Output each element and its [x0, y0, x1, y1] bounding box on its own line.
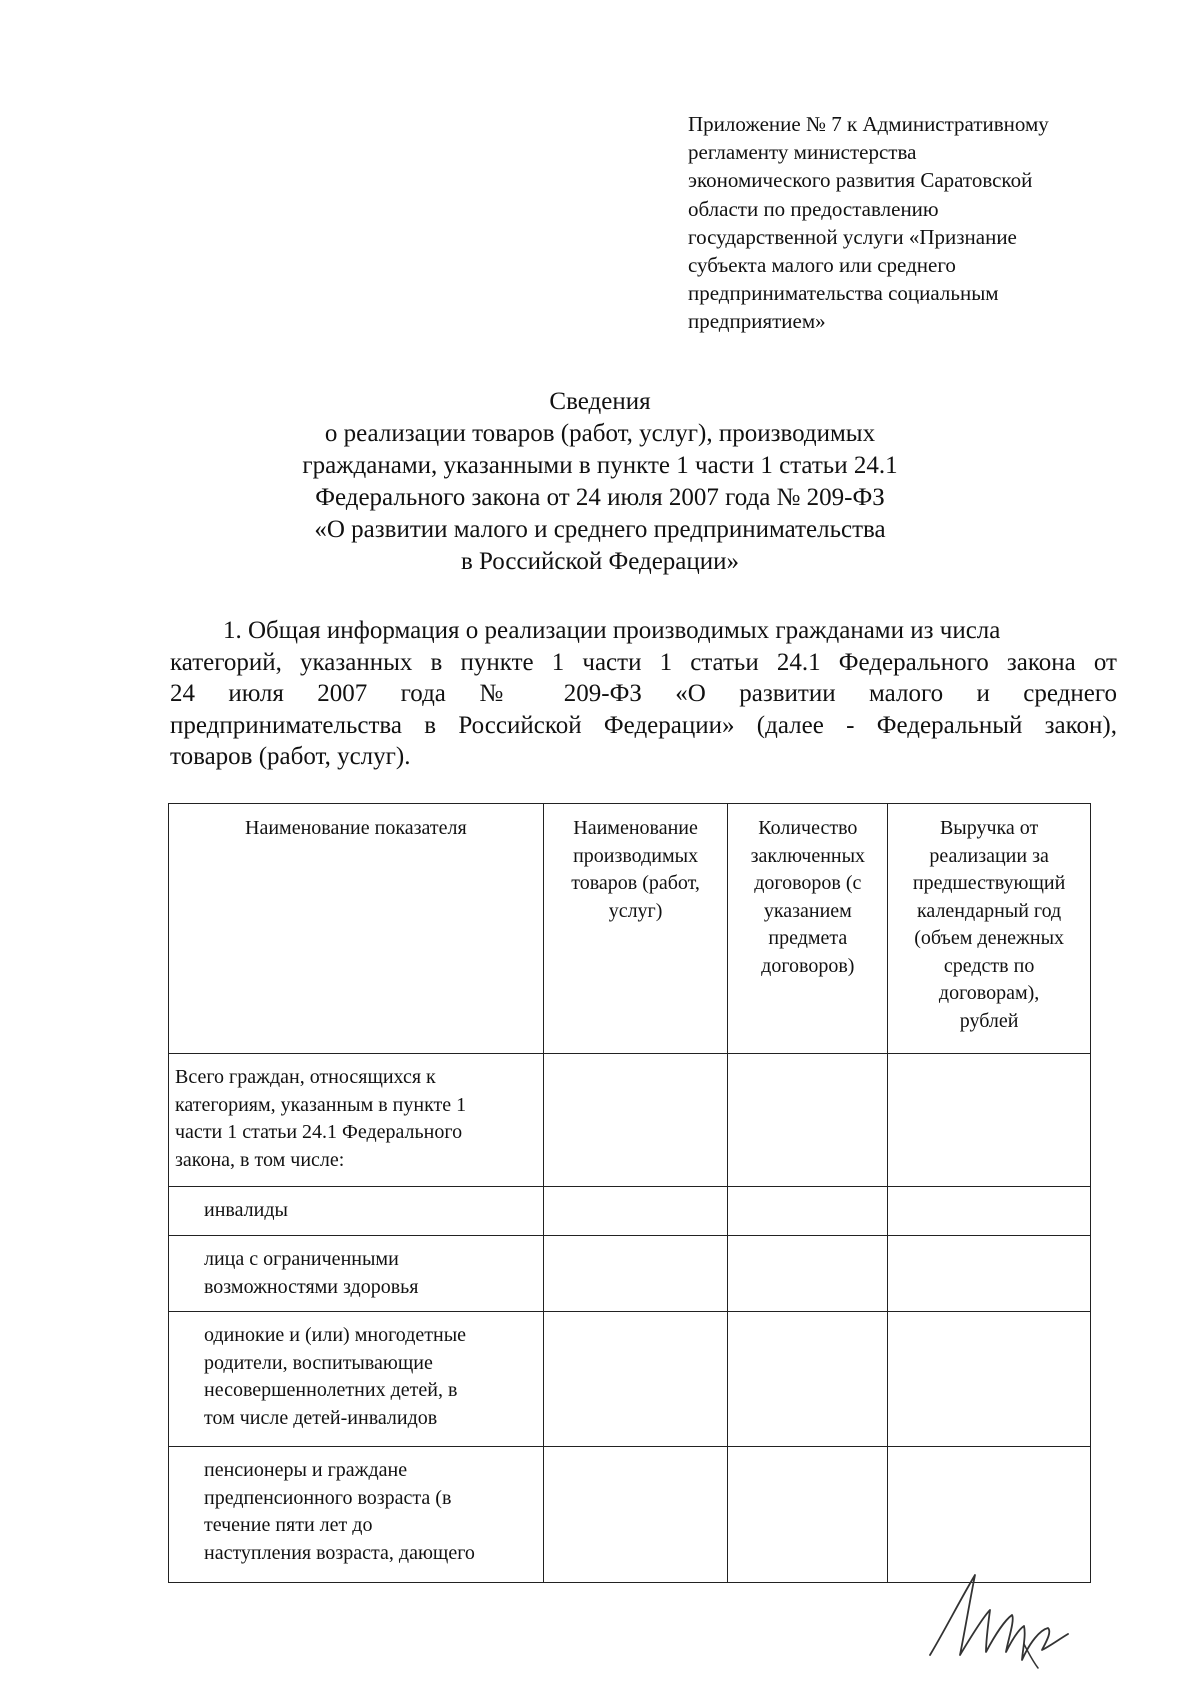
table-row: [169, 1312, 1091, 1447]
row-label-line: закона, в том числе:: [175, 1148, 345, 1171]
header-line: Наименование показателя: [245, 817, 467, 839]
table-cell[interactable]: [543, 1236, 728, 1312]
paragraph-line: товаров (работ, услуг).: [170, 743, 411, 771]
row-label-line: несовершеннолетних детей, в: [204, 1379, 458, 1401]
row-label-pensioners: [169, 1447, 544, 1583]
header-line: средств по: [943, 954, 1035, 977]
table-cell[interactable]: [888, 1054, 1091, 1187]
table-cell[interactable]: [728, 1312, 888, 1447]
row-label-limited-health: [169, 1236, 544, 1312]
annex-line: регламенту министерства: [688, 140, 917, 165]
table-cell[interactable]: [888, 1236, 1091, 1312]
table-cell[interactable]: [888, 1312, 1091, 1447]
row-label-line: Всего граждан, относящихся к: [175, 1066, 436, 1088]
title-line: Сведения: [549, 388, 651, 415]
header-line: реализации за: [929, 844, 1049, 867]
row-label-line: предпенсионного возраста (в: [204, 1486, 452, 1509]
header-line: рублей: [959, 1009, 1019, 1032]
header-indicator-name: [169, 804, 544, 1054]
annex-line: субъекта малого или среднего: [688, 253, 956, 278]
paragraph-line: 1. Общая информация о реализации производимых гражданами из числа: [223, 617, 1001, 644]
title-line: гражданами, указанными в пункте 1 части 1 статьи 24.1: [302, 452, 898, 479]
table-cell[interactable]: [728, 1236, 888, 1312]
table-row: [169, 1054, 1091, 1187]
row-label-disabled: [169, 1187, 544, 1236]
annex-line: предпринимательства социальным: [688, 281, 999, 306]
row-label-line: части 1 статьи 24.1 Федерального: [175, 1121, 463, 1143]
header-line: услуг): [608, 899, 663, 922]
header-line: договоров): [761, 954, 855, 977]
table-cell[interactable]: [543, 1312, 728, 1447]
title-line: о реализации товаров (работ, услуг), производимых: [324, 420, 876, 447]
row-label-line: наступления возраста, дающего: [204, 1541, 475, 1564]
row-label-line: том числе детей-инвалидов: [204, 1406, 438, 1429]
table-cell[interactable]: [888, 1187, 1091, 1236]
header-line: календарный год: [916, 899, 1062, 922]
header-line: указанием: [763, 899, 852, 922]
table-row: [169, 1187, 1091, 1236]
table-row: [169, 1236, 1091, 1312]
annex-line: экономического развития Саратовской: [688, 168, 1033, 193]
row-label-line: категориям, указанным в пункте 1: [175, 1093, 467, 1116]
header-goods-name: [543, 804, 728, 1054]
row-label-line: пенсионеры и граждане: [204, 1459, 408, 1481]
header-line: предшествующий: [912, 872, 1066, 894]
table-cell[interactable]: [728, 1187, 888, 1236]
row-label-line: лица с ограниченными: [204, 1248, 399, 1270]
header-line: предмета: [768, 927, 848, 949]
row-label-line: возможностями здоровья: [204, 1275, 419, 1298]
table-cell[interactable]: [543, 1054, 728, 1187]
header-contracts-count: [728, 804, 888, 1054]
annex-note: [688, 110, 1158, 336]
header-line: (объем денежных: [914, 927, 1065, 949]
header-line: Выручка от: [939, 817, 1039, 839]
annex-line: предприятием»: [688, 309, 826, 334]
table-header-row: [169, 804, 1091, 1054]
paragraph-line: предпринимательства в Российской Федерации» (далее - Федеральный закон),: [170, 711, 1117, 739]
header-line: заключенных: [750, 844, 866, 867]
row-label-line: родители, воспитывающие: [204, 1351, 433, 1374]
annex-line: Приложение № 7 к Административному: [688, 112, 1049, 136]
table-cell[interactable]: [728, 1447, 888, 1583]
header-line: договорам),: [938, 982, 1040, 1004]
annex-line: области по предоставлению: [688, 196, 939, 221]
header-revenue: [888, 804, 1091, 1054]
title-line: в Российской Федерации»: [460, 548, 740, 575]
handwritten-signature-icon: [920, 1560, 1080, 1670]
title-line: Федерального закона от 24 июля 2007 года № 209-ФЗ: [315, 484, 885, 511]
paragraph-line: категорий, указанных в пункте 1 части 1 статьи 24.1 Федерального закона от: [170, 648, 1117, 676]
annex-line: государственной услуги «Признание: [688, 224, 1017, 249]
header-line: производимых: [573, 844, 699, 867]
paragraph-line: 24 июля 2007 года № 209-ФЗ «О развитии малого и среднего: [170, 680, 1117, 708]
section-1-paragraph: [170, 615, 1117, 773]
document-title: [200, 386, 1000, 578]
table-cell[interactable]: [543, 1187, 728, 1236]
title-line: «О развитии малого и среднего предпринимательства: [314, 516, 886, 543]
header-line: договоров (с: [754, 872, 862, 894]
header-line: Количество: [758, 817, 858, 839]
row-label-line: одинокие и (или) многодетные: [204, 1324, 467, 1346]
sales-info-table: [168, 803, 1091, 1583]
header-line: Наименование: [573, 817, 698, 839]
row-label-total: [169, 1054, 544, 1187]
table-cell[interactable]: [728, 1054, 888, 1187]
row-label-line: инвалиды: [204, 1199, 288, 1221]
row-label-single-parents: [169, 1312, 544, 1447]
header-line: товаров (работ,: [571, 872, 700, 894]
row-label-line: течение пяти лет до: [204, 1514, 373, 1536]
table-cell[interactable]: [543, 1447, 728, 1583]
